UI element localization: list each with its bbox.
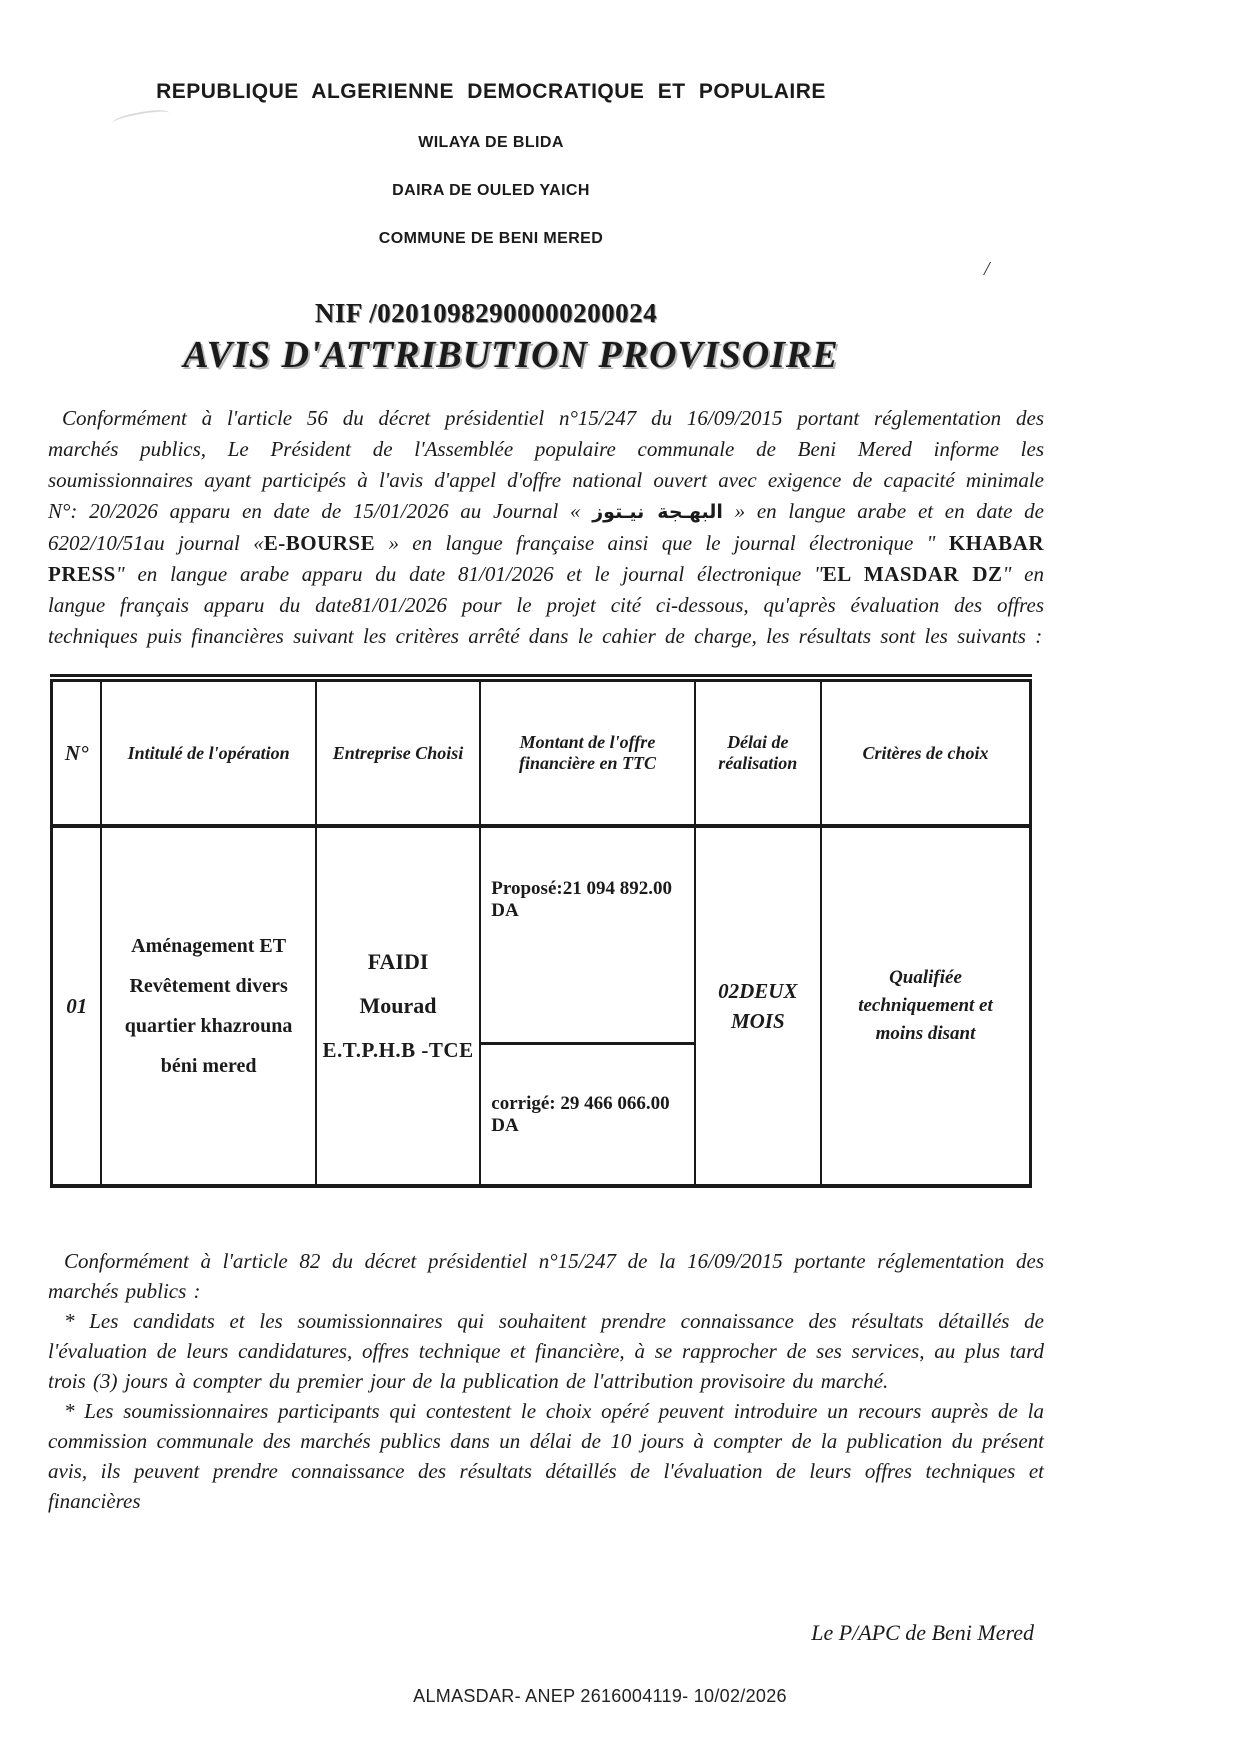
- col-header-amount: Montant de l'offre financière en TTC: [480, 678, 694, 826]
- cell-amount: [480, 826, 694, 1186]
- closing-recours-clause: * Les soumissionnaires participants qui contestent le choix opéré peuvent introduire un recours auprès de la commission communale des marchés publics dans un délai de 10 jours à compter de la publication du présent avis, ils peuvent prendre connaissance des résultats détaillés de l'évaluation de leurs offres techniques et financières: [48, 1399, 1044, 1513]
- criteria-line: Qualifiée: [889, 967, 962, 988]
- intro-segment-4: " en langue arabe apparu du date 81/01/2026 et le journal électronique ": [115, 562, 823, 586]
- amount-split-cell: [481, 828, 693, 1184]
- closing-article-82: Conformément à l'article 82 du décret présidentiel n°15/247 de la 16/09/2015 portante réglementation des marchés publics :: [48, 1249, 1044, 1303]
- amount-proposed: Proposé:21 094 892.00 DA: [491, 878, 672, 921]
- cell-operation: [101, 826, 315, 1186]
- delay-line: MOIS: [730, 1009, 785, 1033]
- table-header-row: [52, 678, 1031, 826]
- amount-corrected-subcell: [481, 1042, 693, 1184]
- table-row: [52, 826, 1031, 1186]
- amount-proposed-subcell: [481, 828, 693, 1042]
- intro-segment-2: » en langue arabe et en date de 6202/10/51au journal «: [48, 499, 1044, 555]
- operation-line: Revêtement divers: [129, 975, 288, 997]
- criteria-line: techniquement et: [858, 995, 993, 1016]
- journal-name-arabic: البهـجة نيـتوز: [592, 501, 723, 523]
- cell-company: [316, 826, 480, 1186]
- company-line: E.T.P.H.B -TCE: [322, 1038, 474, 1062]
- operation-line: quartier khazrouna: [124, 1015, 293, 1037]
- operation-line: Aménagement ET: [131, 935, 287, 957]
- intro-segment-1: Conformément à l'article 56 du décret présidentiel n°15/247 du 16/09/2015 portant réglementation des marchés publics, Le Président de l'Assemblée populaire communale de Beni Mered informe les soumissionnaires ayant participés à l'avis d'appel d'offre national ouvert avec exigence de capacité minimale N°: 20/2026 apparu en date de 15/01/2026 au Journal «: [48, 406, 1044, 523]
- cell-criteria: [821, 826, 1031, 1186]
- col-header-criteria: Critères de choix: [821, 678, 1031, 826]
- header-wilaya-line: WILAYA DE BLIDA: [418, 134, 564, 151]
- col-header-delay: Délai de réalisation: [695, 678, 821, 826]
- operation-line: béni mered: [160, 1055, 257, 1077]
- intro-segment-5: " en langue français apparu du date81/01/2026 pour le projet cité ci-dessous, qu'après évaluation des offres techniques puis financières suivant les critères arrêté dans le cahier de charge, les résultats sont les suivants :: [48, 562, 1044, 648]
- company-line: Mourad: [359, 993, 437, 1018]
- header-republic-line: REPUBLIQUE ALGERIENNE DEMOCRATIQUE ET POPULAIRE: [156, 80, 826, 103]
- journal-name-el-masdar-dz: EL MASDAR DZ: [822, 562, 1003, 586]
- col-header-company: Entreprise Choisi: [316, 678, 480, 826]
- closing-candidates-clause: * Les candidats et les soumissionnaires qui souhaitent prendre connaissance des résultats détaillés de l'évaluation de leurs candidatures, offres technique et financière, à se rapprocher de ses services, au plus tard trois (3) jours à compter du premier jour de la publication de l'attribution provisoire du marché.: [48, 1309, 1044, 1393]
- cell-delay: [695, 826, 821, 1186]
- stray-slash-mark: /: [984, 258, 990, 280]
- company-line: FAIDI: [367, 949, 429, 974]
- notice-title: AVIS D'ATTRIBUTION PROVISOIRE: [183, 334, 839, 376]
- award-table: [50, 674, 1032, 1188]
- amount-corrected: corrigé: 29 466 066.00 DA: [491, 1092, 670, 1136]
- cell-row-number: 01: [52, 826, 102, 1186]
- header-commune-line: COMMUNE DE BENI MERED: [378, 230, 604, 247]
- nif-line: NIF /02010982900000200024: [314, 298, 658, 328]
- official-header-block: [48, 80, 1044, 248]
- criteria-line: moins disant: [875, 1023, 976, 1044]
- closing-paragraphs: [48, 1246, 1044, 1516]
- intro-segment-3: » en langue française ainsi que le journal électronique ": [375, 531, 949, 555]
- intro-paragraph: [48, 403, 1044, 652]
- col-header-operation: Intitulé de l'opération: [101, 678, 315, 826]
- journal-name-ebourse: E-BOURSE: [263, 531, 376, 555]
- header-daira-line: DAIRA DE OULED YAICH: [392, 182, 590, 199]
- journal-name-khabar-press: KHABAR PRESS: [48, 531, 1044, 586]
- anep-footer-line: ALMASDAR- ANEP 2616004119- 10/02/2026: [413, 1686, 787, 1706]
- col-header-num: N°: [52, 678, 102, 826]
- signature-line: Le P/APC de Beni Mered: [811, 1620, 1034, 1645]
- delay-line: 02DEUX: [718, 979, 798, 1003]
